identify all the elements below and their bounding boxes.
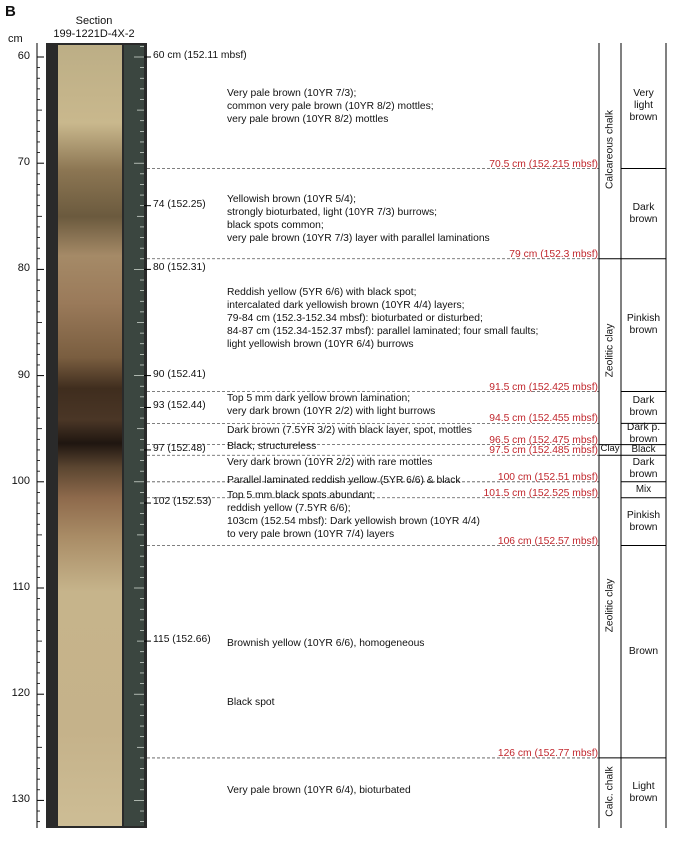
description-block [227,784,411,797]
depth-tick-label: 130 [11,793,30,806]
description-block [227,637,424,650]
description-line: Black, structureless [227,440,317,452]
description-line: very dark brown (10YR 2/2) with light burrows [227,405,436,417]
boundary-label: 100 cm (152.51 mbsf) [497,471,598,483]
description-line: common very pale brown (10YR 8/2) mottles; [227,101,434,113]
description-line: 103cm (152.54 mbsf): Dark yellowish brown (10YR 4/4) [227,515,480,527]
color-label-line: Dark p. [626,422,661,433]
description-line: to very pale brown (10YR 7/4) layers [227,528,395,540]
description-line: intercalated dark yellowish brown (10YR 4/4) layers; [227,299,465,311]
boundary-label: 101.5 cm (152.525 mbsf) [483,487,598,499]
sample-label: 93 (152.44) [153,400,206,412]
color-label-line: brown [629,792,658,804]
color-label [621,392,666,424]
color-label-line: brown [629,468,658,480]
color-label-line: Dark [632,201,655,213]
color-label-text [629,646,658,658]
description-block [227,440,316,453]
depth-tick-label: 110 [12,581,30,593]
description-line: very pale brown (10YR 7/3) layer with parallel laminations [227,233,490,245]
description-line: Dark brown (7.5YR 3/2) with black layer, spot, mottles [227,424,472,436]
color-label-text [627,313,660,337]
color-label-text [629,395,657,419]
sample-label: 115 (152.66) [153,634,211,646]
sample-label: 80 (152.31) [153,262,206,274]
description-line: Reddish yellow (5YR 6/6) with black spot; [227,286,417,298]
description-line: Very pale brown (10YR 7/3); [227,88,357,100]
description-block [227,456,432,469]
color-label-line: brown [629,111,658,123]
sample-label: 74 (152.25) [153,198,206,210]
boundary-label: 70.5 cm (152.215 mbsf) [489,158,598,170]
color-label-line: brown [629,325,658,337]
color-label [621,758,666,828]
description-line: Top 5 mm dark yellow brown lamination; [227,392,411,404]
description-block [227,474,461,487]
boundary-label: 97.5 cm (152.485 mbsf) [489,445,598,457]
description-line: Very pale brown (10YR 6/4), bioturbated [227,784,411,796]
color-label-line: brown [629,434,658,445]
sample-label: 60 cm (152.11 mbsf) [153,50,247,61]
color-label-line: Very [633,87,654,99]
color-label-text [627,510,660,534]
color-label-line: Dark [632,456,655,468]
description-line: Yellowish brown (10YR 5/4); [227,194,356,206]
description-block [227,696,275,709]
panel-letter: B [5,3,16,20]
description-line: 84-87 cm (152.34-152.37 mbsf): parallel laminated; four small faults; [227,325,539,337]
color-label-line: Brown [628,645,659,657]
depth-tick-label: 90 [17,368,30,381]
color-label-line: Pinkish [626,509,661,521]
description-line: strongly bioturbated, light (10YR 7/3) burrows; [227,207,438,219]
boundary-label: 106 cm (152.57 mbsf) [497,535,598,547]
sample-label: 102 (152.53) [153,496,212,508]
color-label-line: brown [629,407,658,419]
boundary-label: 91.5 cm (152.425 mbsf) [489,381,598,393]
description-line: black spots common; [227,220,324,232]
core-scale-strip [124,45,144,826]
description-block [227,424,472,437]
description-line: very pale brown (10YR 8/2) mottles [227,114,389,126]
lithology-label: Calc. chalk [604,766,616,817]
color-label [621,482,666,498]
boundary-label: 79 cm (152.3 mbsf) [509,248,598,260]
color-label-line: light [634,99,653,111]
color-label-text [632,445,656,455]
depth-tick-label: 100 [11,474,30,487]
sample-label: 97 (152.48) [153,442,206,454]
section-title-line2: 199-1221D-4X-2 [53,28,135,40]
description-block [227,286,538,351]
color-label [621,423,666,444]
color-label-text [629,457,657,481]
color-label [621,43,666,169]
color-label [621,445,666,456]
depth-tick-label: 70 [17,156,30,169]
section-title-line1: Section [75,15,113,27]
description-line: Parallel laminated reddish yellow (5YR 6/6) & black [227,474,461,486]
color-label [621,259,666,392]
color-label-line: Dark [632,395,655,407]
sample-label: 90 (152.41) [153,368,206,380]
lithology-label: Calcareous chalk [604,109,616,189]
color-label-line: brown [629,521,658,533]
color-label [621,498,666,546]
color-label [621,169,666,259]
core-photo [58,45,122,826]
lithology-label: Clay [600,442,620,454]
description-line: reddish yellow (7.5YR 6/6); [227,502,351,514]
boundary-label: 96.5 cm (152.475 mbsf) [489,434,598,446]
color-label-text [629,202,657,226]
color-label [621,455,666,482]
color-label-text [627,422,660,446]
lithology-label: Zeolitic clay [604,578,616,632]
description-block [227,392,435,418]
description-line: 79-84 cm (152.3-152.34 mbsf): bioturbated or disturbed; [227,312,483,324]
boundary-label: 94.5 cm (152.455 mbsf) [489,413,598,425]
color-label-line: Black [631,443,656,455]
description-line: light yellowish brown (10YR 6/4) burrows [227,338,414,350]
description-line: Black spot [227,696,275,708]
depth-tick-label: 60 [17,50,30,62]
color-label-text [629,781,657,805]
boundary-label: 126 cm (152.77 mbsf) [497,747,598,759]
description-block [227,87,434,126]
color-label-text [636,485,651,495]
color-label-line: Mix [635,483,652,495]
description-block [227,489,480,541]
description-line: Top 5 mm black spots abundant; [227,489,376,501]
color-label-text [629,88,657,124]
description-block [227,193,490,245]
lithology-label: Zeolitic clay [604,323,616,378]
color-label-line: brown [629,213,658,225]
description-line: Very dark brown (10YR 2/2) with rare mottles [227,456,433,468]
color-label-line: Light [632,780,655,792]
color-label [621,546,666,758]
depth-tick-label: 120 [11,687,30,700]
description-line: Brownish yellow (10YR 6/6), homogeneous [227,638,425,650]
color-label-line: Pinkish [626,313,661,325]
depth-tick-label: 80 [17,262,30,275]
depth-unit-label: cm [8,33,23,45]
